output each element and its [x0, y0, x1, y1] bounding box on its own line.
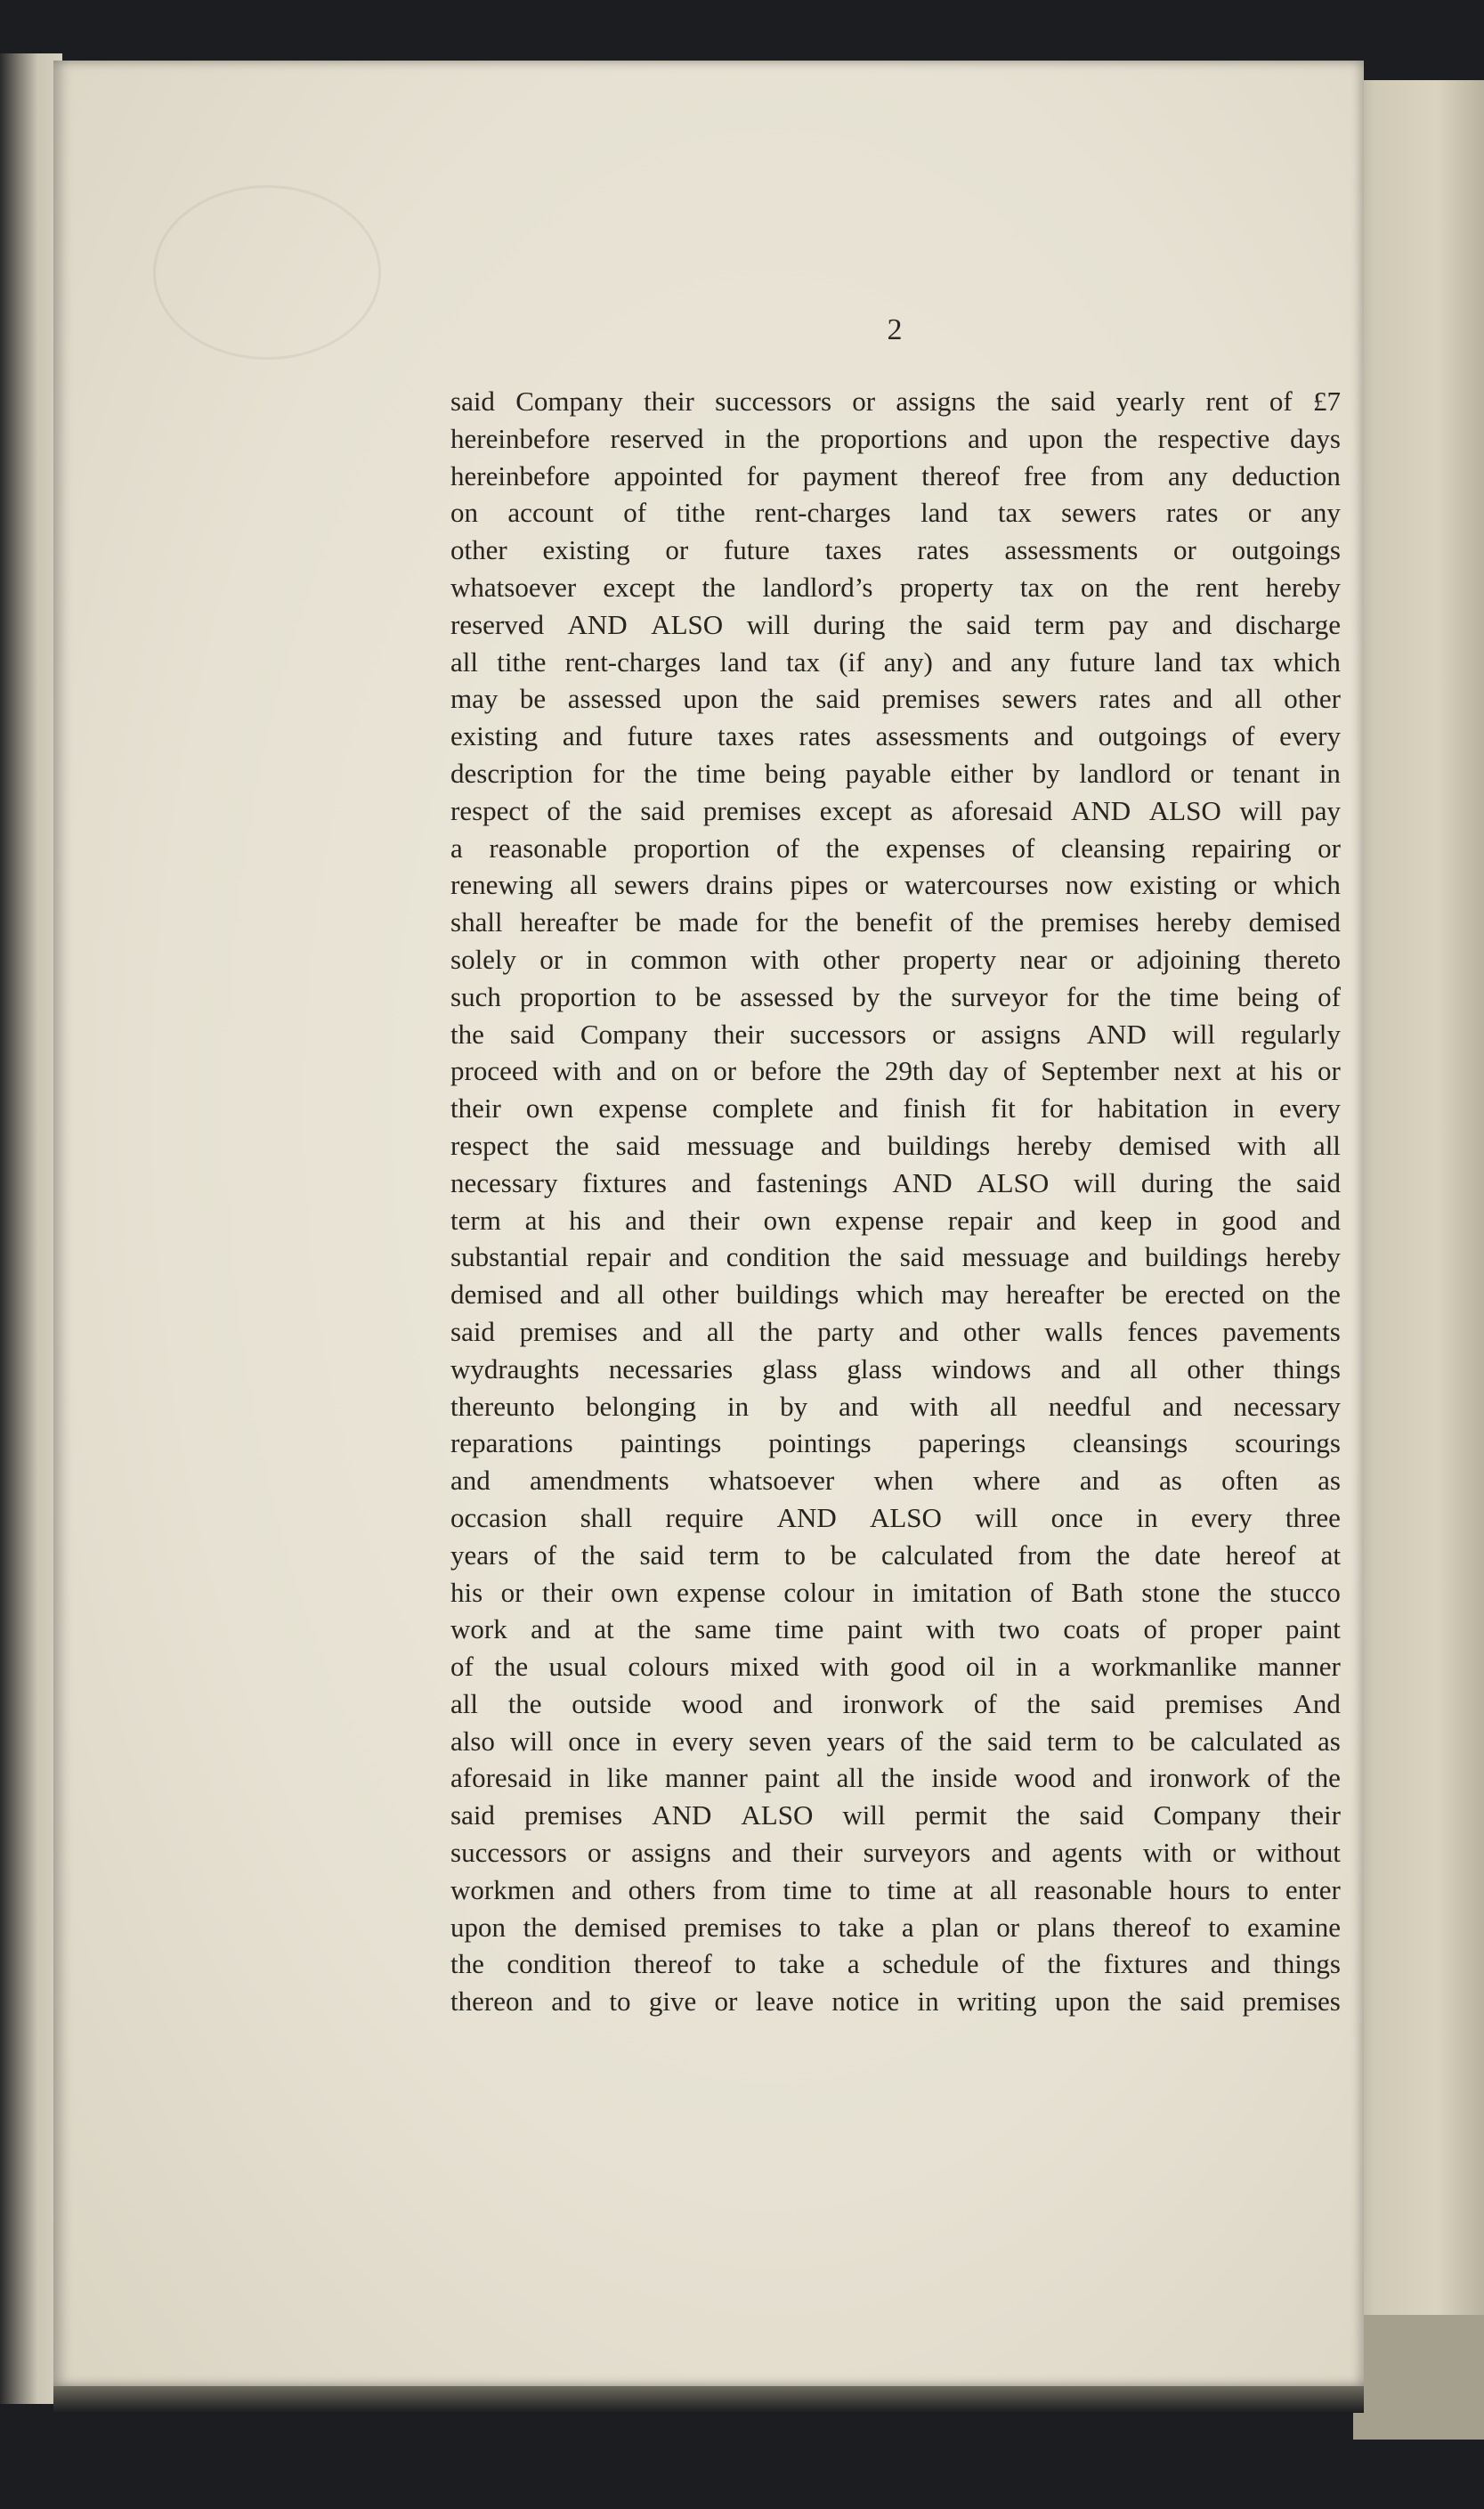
adjacent-page-corner — [1353, 2315, 1484, 2440]
text-line: shall hereafter be made for the benefit of the premises hereby demised — [450, 906, 1341, 938]
text-line: their own expense complete and finish fit for habitation in every — [450, 1092, 1341, 1125]
text-line: also will once in every seven years of the said term to be calculated as — [450, 1725, 1341, 1757]
text-line: respect of the said premises except as aforesaid AND ALSO will pay — [450, 794, 1341, 826]
text-line: said Company their successors or assigns the said yearly rent of £7 — [450, 386, 1341, 417]
text-line: such proportion to be assessed by the surveyor for the time being of — [450, 980, 1341, 1012]
text-line: solely or in common with other property near or adjoining thereto — [450, 943, 1341, 975]
text-line: necessary fixtures and fastenings AND ALSO will during the said — [450, 1166, 1341, 1198]
lease-body-text — [450, 383, 1341, 2020]
text-line: thereunto belonging in by and with all needful and necessary — [450, 1390, 1341, 1422]
text-line: aforesaid in like manner paint all the inside wood and ironwork of the — [450, 1762, 1341, 1794]
text-line: proceed with and on or before the 29th day of September next at his or — [450, 1055, 1341, 1087]
text-line: of the usual colours mixed with good oil in a workmanlike manner — [450, 1651, 1341, 1683]
text-line: whatsoever except the landlord’s property tax on the rent hereby — [450, 571, 1341, 603]
text-line: the said Company their successors or assigns AND will regularly — [450, 1018, 1341, 1050]
text-line: upon the demised premises to take a plan or plans thereof to examine — [450, 1911, 1341, 1943]
text-line: said premises and all the party and other walls fences pavements — [450, 1315, 1341, 1347]
text-line: description for the time being payable either by landlord or tenant in — [450, 757, 1341, 789]
text-line: a reasonable proportion of the expenses of cleansing repairing or — [450, 832, 1341, 864]
text-line: substantial repair and condition the said messuage and buildings hereby — [450, 1241, 1341, 1273]
text-line: his or their own expense colour in imitation of Bath stone the stucco — [450, 1576, 1341, 1608]
text-line: the condition thereof to take a schedule of the fixtures and things — [450, 1948, 1341, 1980]
text-line: said premises AND ALSO will permit the said Company their — [450, 1799, 1341, 1831]
text-line: may be assessed upon the said premises sewers rates and all other — [450, 683, 1341, 715]
page-number: 2 — [887, 313, 903, 346]
text-line: demised and all other buildings which may hereafter be erected on the — [450, 1279, 1341, 1311]
text-line: existing and future taxes rates assessments and outgoings of every — [450, 720, 1341, 752]
text-line: wydraughts necessaries glass glass windows and all other things — [450, 1352, 1341, 1384]
text-line: other existing or future taxes rates assessments or outgoings — [450, 534, 1341, 566]
text-line: years of the said term to be calculated from the date hereof at — [450, 1539, 1341, 1571]
text-line: renewing all sewers drains pipes or watercourses now existing or which — [450, 869, 1341, 901]
text-line: and amendments whatsoever when where and as often as — [450, 1465, 1341, 1497]
text-line: term at his and their own expense repair and keep in good and — [450, 1204, 1341, 1236]
text-line: all the outside wood and ironwork of the said premises And — [450, 1687, 1341, 1719]
text-line: respect the said messuage and buildings hereby demised with all — [450, 1129, 1341, 1161]
text-line: thereon and to give or leave notice in writing upon the said premises — [450, 1985, 1341, 2018]
text-line: hereinbefore reserved in the proportions and upon the respective days — [450, 422, 1341, 454]
text-line: hereinbefore appointed for payment thereof free from any deduction — [450, 459, 1341, 491]
text-line: successors or assigns and their surveyors and agents with or without — [450, 1837, 1341, 1869]
page-bottom-shadow — [53, 2386, 1364, 2413]
text-line: work and at the same time paint with two coats of proper paint — [450, 1613, 1341, 1645]
text-line: occasion shall require AND ALSO will once in every three — [450, 1501, 1341, 1533]
text-line: workmen and others from time to time at all reasonable hours to enter — [450, 1873, 1341, 1905]
faded-stamp — [153, 185, 381, 360]
text-line: on account of tithe rent-charges land tax sewers rates or any — [450, 497, 1341, 529]
text-line: reparations paintings pointings paperings cleansings scourings — [450, 1427, 1341, 1459]
text-line: all tithe rent-charges land tax (if any) and any future land tax which — [450, 646, 1341, 678]
text-line: reserved AND ALSO will during the said term pay and discharge — [450, 608, 1341, 640]
